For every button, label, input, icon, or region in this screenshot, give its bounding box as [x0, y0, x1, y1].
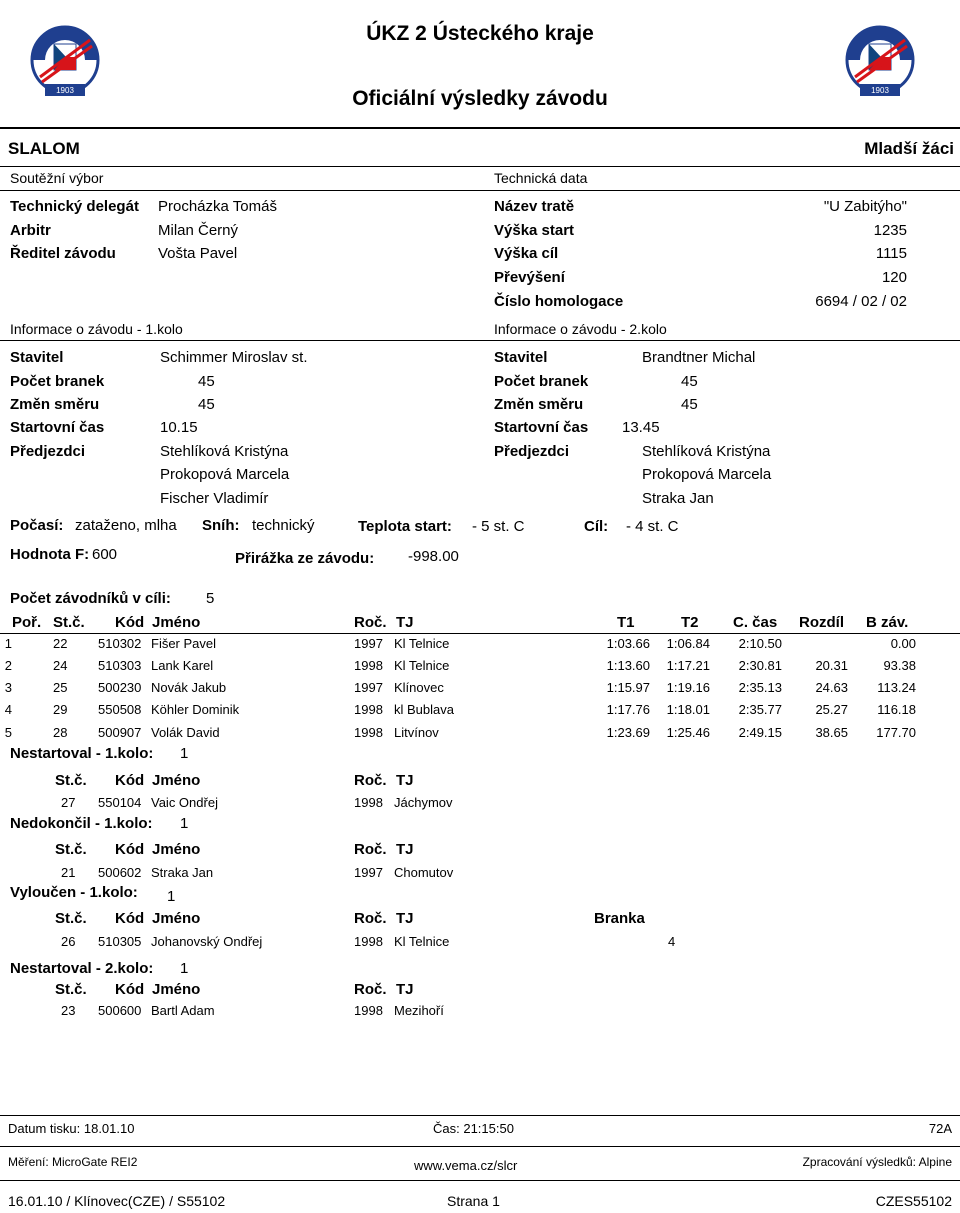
- result-code: 500230: [98, 680, 142, 695]
- section-header: [0, 981, 960, 1003]
- result-name: Volák David: [151, 725, 220, 740]
- run2-setter: Brandtner Michal: [642, 349, 756, 366]
- section-header-code: Kód: [115, 910, 145, 927]
- divider-run-info: [0, 340, 960, 341]
- page-subtitle: Oficiální výsledky závodu: [352, 87, 608, 110]
- logo-year-left: 1903: [56, 86, 74, 95]
- jury-value-director: Vošta Pavel: [158, 245, 238, 262]
- result-total: 2:30.81: [738, 658, 782, 673]
- tech-value-homologation: 6694 / 02 / 02: [815, 293, 907, 310]
- run2-section-label: Informace o závodu - 2.kolo: [494, 321, 667, 337]
- result-points: 177.70: [876, 725, 916, 740]
- section-row-year: 1998: [354, 795, 383, 810]
- run2-forerunner: Prokopová Marcela: [642, 466, 772, 483]
- result-club: Klínovec: [394, 680, 444, 695]
- header-club: TJ: [396, 614, 414, 631]
- section-header-code: Kód: [115, 841, 145, 858]
- result-points: 0.00: [890, 636, 916, 651]
- tech-label-homologation: Číslo homologace: [494, 293, 624, 310]
- result-row: [0, 680, 960, 702]
- race-reference: 16.01.10 / Klínovec(CZE) / S55102: [8, 1193, 226, 1209]
- result-year: 1998: [354, 658, 383, 673]
- section-row-name: Bartl Adam: [151, 1003, 215, 1018]
- result-t1: 1:13.60: [606, 658, 650, 673]
- temp-finish-value: - 4 st. C: [626, 518, 679, 535]
- run2-turns: 45: [681, 396, 698, 413]
- result-row: [0, 636, 960, 658]
- section-row-code: 500602: [98, 865, 142, 880]
- result-name: Fišer Pavel: [151, 636, 217, 651]
- page-number: Strana 1: [447, 1193, 500, 1209]
- header-name: Jméno: [152, 614, 201, 631]
- jury-label-referee: Arbitr: [10, 222, 51, 239]
- section-header-year: Roč.: [354, 841, 387, 858]
- section-row: [0, 865, 960, 887]
- section-row-code: 510305: [98, 934, 142, 949]
- logo-year-right: 1903: [871, 86, 889, 95]
- divider-footer: [0, 1115, 960, 1116]
- section-row-bib: 27: [61, 795, 76, 810]
- technical-section-label: Technická data: [494, 170, 588, 186]
- divider-jury: [0, 190, 960, 191]
- result-year: 1997: [354, 636, 383, 651]
- run1-turns-label: Změn směru: [10, 396, 100, 413]
- divider-discipline: [0, 166, 960, 167]
- result-club: Litvínov: [394, 725, 439, 740]
- finishers-count: 5: [206, 590, 215, 607]
- result-club: Kl Telnice: [394, 658, 450, 673]
- section-header-club: TJ: [396, 841, 414, 858]
- result-code: 500907: [98, 725, 142, 740]
- run1-gates: 45: [198, 373, 215, 390]
- header-t1: T1: [617, 614, 635, 631]
- run2-gates: 45: [681, 373, 698, 390]
- section-header-bib: St.č.: [55, 772, 87, 789]
- run2-forerunner: Stehlíková Kristýna: [642, 443, 771, 460]
- run1-forerunner: Prokopová Marcela: [160, 466, 290, 483]
- result-points: 116.18: [877, 702, 916, 717]
- run2-forerunner: Straka Jan: [642, 490, 714, 507]
- section-row-bib: 23: [61, 1003, 76, 1018]
- section-title: Nedokončil - 1.kolo:: [10, 815, 153, 832]
- result-t1: 1:15.97: [606, 680, 650, 695]
- section-header-bib: St.č.: [55, 841, 87, 858]
- result-t2: 1:19.16: [666, 680, 710, 695]
- section-header-year: Roč.: [354, 910, 387, 927]
- result-total: 2:49.15: [738, 725, 782, 740]
- header-code: Kód: [115, 614, 145, 631]
- weather-label: Počasí:: [10, 517, 64, 534]
- section-header-club: TJ: [396, 981, 414, 998]
- result-row: [0, 658, 960, 680]
- jury-value-referee: Milan Černý: [158, 222, 239, 239]
- result-name: Köhler Dominik: [151, 702, 240, 717]
- divider-footer-3: [0, 1180, 960, 1181]
- section-header-club: TJ: [396, 772, 414, 789]
- print-time: Čas: 21:15:50: [433, 1121, 514, 1136]
- section-header-bib: St.č.: [55, 910, 87, 927]
- result-points: 93.38: [883, 658, 916, 673]
- section-row: [0, 934, 960, 956]
- snow-value: technický: [252, 517, 315, 534]
- result-t2: 1:18.01: [666, 702, 710, 717]
- section-row-club: Jáchymov: [394, 795, 453, 810]
- section-header-name: Jméno: [152, 981, 201, 998]
- result-total: 2:10.50: [738, 636, 782, 651]
- header-diff: Rozdíl: [799, 614, 844, 631]
- section-row-year: 1997: [354, 865, 383, 880]
- jury-label-delegate: Technický delegát: [10, 198, 139, 215]
- result-rank: 2: [4, 658, 12, 673]
- result-year: 1998: [354, 725, 383, 740]
- run2-start-label: Startovní čas: [494, 419, 589, 436]
- timing-system: Měření: MicroGate REI2: [8, 1155, 138, 1169]
- result-bib: 25: [53, 680, 68, 695]
- penalty-label: Přirážka ze závodu:: [235, 550, 375, 567]
- header-year: Roč.: [354, 614, 387, 631]
- print-date: Datum tisku: 18.01.10: [8, 1121, 135, 1136]
- section-header-year: Roč.: [354, 772, 387, 789]
- section-row: [0, 1003, 960, 1025]
- result-total: 2:35.77: [738, 702, 782, 717]
- header-t2: T2: [681, 614, 699, 631]
- result-rank: 4: [4, 702, 12, 717]
- run1-gates-label: Počet branek: [10, 373, 105, 390]
- result-code: 550508: [98, 702, 142, 717]
- header-points: B záv.: [866, 614, 909, 631]
- category: Mladší žáci: [864, 139, 954, 158]
- section-count: 1: [180, 815, 189, 832]
- result-year: 1997: [354, 680, 383, 695]
- snow-label: Sníh:: [202, 517, 240, 534]
- result-code: 510303: [98, 658, 142, 673]
- finishers-label: Počet závodníků v cíli:: [10, 590, 171, 607]
- run2-gates-label: Počet branek: [494, 373, 589, 390]
- section-count: 1: [180, 960, 189, 977]
- tech-value-finish: 1115: [875, 245, 907, 262]
- header-total: C. čas: [733, 614, 778, 631]
- section-row-code: 550104: [98, 795, 142, 810]
- section-row-club: Mezihoří: [394, 1003, 444, 1018]
- run2-turns-label: Změn směru: [494, 396, 584, 413]
- result-t2: 1:17.21: [666, 658, 710, 673]
- discipline: SLALOM: [8, 139, 80, 158]
- result-rank: 3: [4, 680, 12, 695]
- tech-label-start: Výška start: [494, 222, 575, 239]
- temp-start-label: Teplota start:: [358, 518, 452, 535]
- tech-label-vertical-drop: Převýšení: [494, 269, 565, 286]
- section-header-club: TJ: [396, 910, 414, 927]
- result-diff: 20.31: [815, 658, 848, 673]
- run1-forerunners-label: Předjezdci: [10, 443, 86, 460]
- section-row: [0, 795, 960, 817]
- section-count: 1: [167, 888, 176, 905]
- section-row-name: Vaic Ondřej: [151, 795, 218, 810]
- result-club: kl Bublava: [394, 702, 454, 717]
- result-row: [0, 725, 960, 747]
- section-header-name: Jméno: [152, 910, 201, 927]
- divider-results-header: [0, 633, 960, 634]
- section-header: [0, 772, 960, 794]
- result-diff: 25.27: [815, 702, 848, 717]
- run1-forerunner: Stehlíková Kristýna: [160, 443, 289, 460]
- result-t1: 1:17.76: [606, 702, 650, 717]
- section-header-name: Jméno: [152, 841, 201, 858]
- section-header-code: Kód: [115, 981, 145, 998]
- run1-setter: Schimmer Miroslav st.: [160, 349, 308, 366]
- header-bib: St.č.: [53, 614, 85, 631]
- run1-section-label: Informace o závodu - 1.kolo: [10, 321, 183, 337]
- tech-label-finish: Výška cíl: [494, 245, 559, 262]
- f-value-label: Hodnota F:: [10, 546, 90, 563]
- tech-value-start: 1235: [873, 222, 907, 239]
- divider-footer-2: [0, 1146, 960, 1147]
- section-header-name: Jméno: [152, 772, 201, 789]
- section-header-year: Roč.: [354, 981, 387, 998]
- section-title: Nestartoval - 1.kolo:: [10, 745, 154, 762]
- section-row-club: Kl Telnice: [394, 934, 450, 949]
- result-bib: 29: [53, 702, 68, 717]
- section-row-code: 500600: [98, 1003, 142, 1018]
- processing-system: Zpracování výsledků: Alpine: [802, 1155, 952, 1169]
- result-bib: 22: [53, 636, 68, 651]
- tech-value-vertical-drop: 120: [881, 269, 907, 286]
- result-t1: 1:23.69: [606, 725, 650, 740]
- result-name: Novák Jakub: [151, 680, 227, 695]
- race-code: CZES55102: [875, 1193, 952, 1209]
- section-header-code: Kód: [115, 772, 145, 789]
- website-link[interactable]: www.vema.cz/slcr: [414, 1158, 518, 1173]
- jury-section-label: Soutěžní výbor: [10, 170, 104, 186]
- section-row-year: 1998: [354, 1003, 383, 1018]
- result-bib: 28: [53, 725, 68, 740]
- penalty-value: -998.00: [408, 548, 459, 565]
- result-row: [0, 702, 960, 724]
- jury-label-director: Ředitel závodu: [10, 245, 116, 262]
- result-t2: 1:25.46: [666, 725, 710, 740]
- section-header: [0, 910, 960, 932]
- result-name: Lank Karel: [151, 658, 214, 673]
- section-header-gate: Branka: [594, 910, 645, 927]
- section-row-gate: 4: [668, 934, 676, 949]
- temp-start-value: - 5 st. C: [472, 518, 525, 535]
- section-row-name: Straka Jan: [151, 865, 214, 880]
- run1-forerunner: Fischer Vladimír: [160, 490, 269, 507]
- tech-value-course: "U Zabitýho": [823, 198, 907, 215]
- run1-turns: 45: [198, 396, 215, 413]
- temp-finish-label: Cíl:: [584, 518, 609, 535]
- result-rank: 5: [4, 725, 12, 740]
- result-bib: 24: [53, 658, 68, 673]
- result-t1: 1:03.66: [606, 636, 650, 651]
- result-t2: 1:06.84: [666, 636, 710, 651]
- section-header-bib: St.č.: [55, 981, 87, 998]
- section-title: Nestartoval - 2.kolo:: [10, 960, 154, 977]
- result-total: 2:35.13: [738, 680, 782, 695]
- run2-forerunners-label: Předjezdci: [494, 443, 570, 460]
- section-row-name: Johanovský Ondřej: [151, 934, 263, 949]
- header-rank: Poř.: [12, 614, 42, 631]
- result-points: 113.24: [877, 680, 916, 695]
- report-code: 72A: [928, 1121, 952, 1136]
- section-row-bib: 21: [61, 865, 76, 880]
- section-title: Vyloučen - 1.kolo:: [10, 884, 138, 901]
- result-diff: 24.63: [815, 680, 848, 695]
- result-rank: 1: [4, 636, 12, 651]
- run1-start: 10.15: [160, 419, 198, 436]
- result-diff: 38.65: [815, 725, 848, 740]
- section-count: 1: [180, 745, 189, 762]
- run1-start-label: Startovní čas: [10, 419, 105, 436]
- result-year: 1998: [354, 702, 383, 717]
- page-title: ÚKZ 2 Ústeckého kraje: [366, 22, 594, 45]
- result-club: Kl Telnice: [394, 636, 450, 651]
- tech-label-course: Název tratě: [494, 198, 575, 215]
- weather-value: zataženo, mlha: [75, 517, 177, 534]
- run2-start: 13.45: [622, 419, 660, 436]
- section-row-bib: 26: [61, 934, 76, 949]
- run2-setter-label: Stavitel: [494, 349, 548, 366]
- divider-top: [0, 127, 960, 129]
- run1-setter-label: Stavitel: [10, 349, 64, 366]
- section-header: [0, 841, 960, 863]
- f-value: 600: [92, 546, 118, 563]
- section-row-club: Chomutov: [394, 865, 454, 880]
- section-row-year: 1998: [354, 934, 383, 949]
- jury-value-delegate: Procházka Tomáš: [158, 198, 277, 215]
- result-code: 510302: [98, 636, 142, 651]
